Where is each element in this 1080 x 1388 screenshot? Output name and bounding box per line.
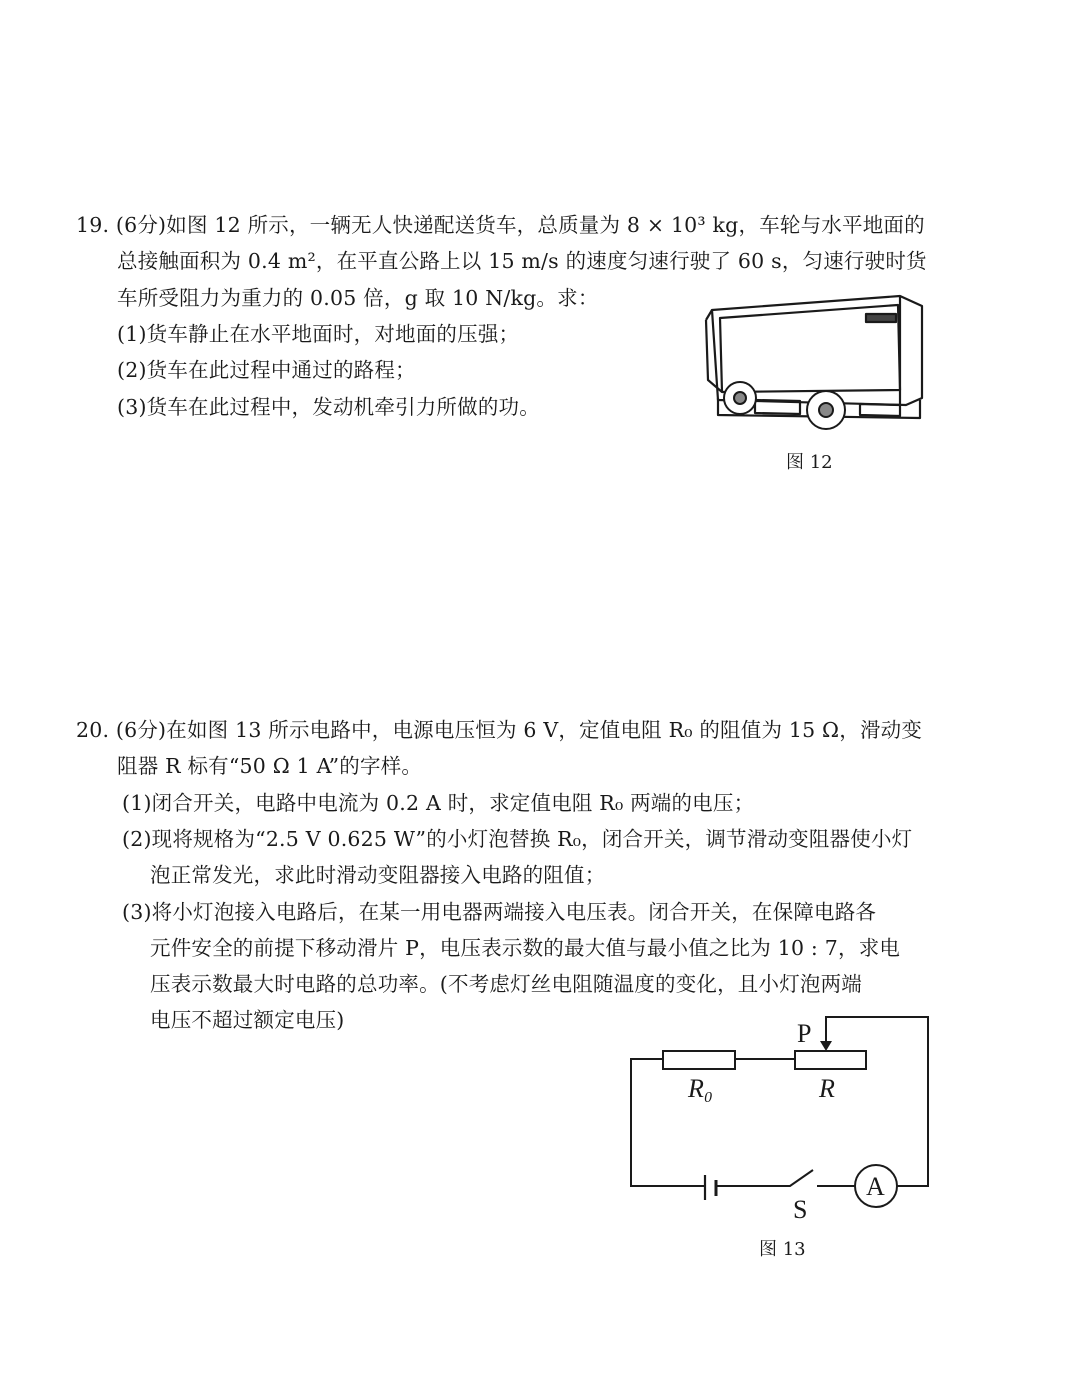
label-a: A xyxy=(866,1172,885,1201)
q20-sub-3-cont: 电压不超过额定电压) xyxy=(150,1008,345,1032)
q19-line: 车所受阻力为重力的 0.05 倍，g 取 10 N/kg。求： xyxy=(117,286,599,310)
q19-sub-1: (1)货车静止在水平地面时，对地面的压强； xyxy=(117,322,520,346)
q19-sub-3: (3)货车在此过程中，发动机牵引力所做的功。 xyxy=(117,395,540,419)
figure-13-caption: 图 13 xyxy=(759,1239,806,1260)
label-p: P xyxy=(797,1019,812,1048)
q20-sub-1: (1)闭合开关，电路中电流为 0.2 A 时，求定值电阻 R₀ 两端的电压； xyxy=(122,791,755,815)
figure-12-caption: 图 12 xyxy=(786,452,833,473)
wheel-icon xyxy=(724,382,845,429)
q19-sub-2: (2)货车在此过程中通过的路程； xyxy=(117,358,416,382)
q20-line: 20. (6分)在如图 13 所示电路中，电源电压恒为 6 V，定值电阻 R₀ 的阻值为 15 Ω，滑动变 xyxy=(76,718,923,742)
q19-line: 总接触面积为 0.4 m²，在平直公路上以 15 m/s 的速度匀速行驶了 60 s，匀速行驶时货 xyxy=(117,249,927,273)
q20-sub-2: (2)现将规格为“2.5 V 0.625 W”的小灯泡替换 R₀，闭合开关，调节滑动变阻器使小灯 xyxy=(122,827,913,851)
ammeter-icon xyxy=(855,1165,897,1207)
q20-line: 阻器 R 标有“50 Ω 1 A”的字样。 xyxy=(117,754,423,778)
q20-sub-3-cont: 元件安全的前提下移动滑片 P，电压表示数的最大值与最小值之比为 10 : 7，求电 xyxy=(150,936,901,960)
q19-line: 19. (6分)如图 12 所示，一辆无人快递配送货车，总质量为 8 × 10³ kg，车轮与水平地面的 xyxy=(76,213,925,237)
q20-sub-3: (3)将小灯泡接入电路后，在某一用电器两端接入电压表。闭合开关，在保障电路各 xyxy=(122,900,877,924)
slider-arrow-icon xyxy=(820,1041,832,1051)
q20-sub-2-cont: 泡正常发光，求此时滑动变阻器接入电路的阻值； xyxy=(150,863,606,887)
resistor-r0 xyxy=(663,1051,735,1069)
label-r0: R₀ xyxy=(688,1074,713,1103)
label-r: R xyxy=(819,1074,835,1103)
q20-sub-3-cont: 压表示数最大时电路的总功率。(不考虑灯丝电阻随温度的变化，且小灯泡两端 xyxy=(150,972,862,996)
label-s: S xyxy=(793,1195,808,1224)
rheostat-r xyxy=(795,1051,866,1069)
